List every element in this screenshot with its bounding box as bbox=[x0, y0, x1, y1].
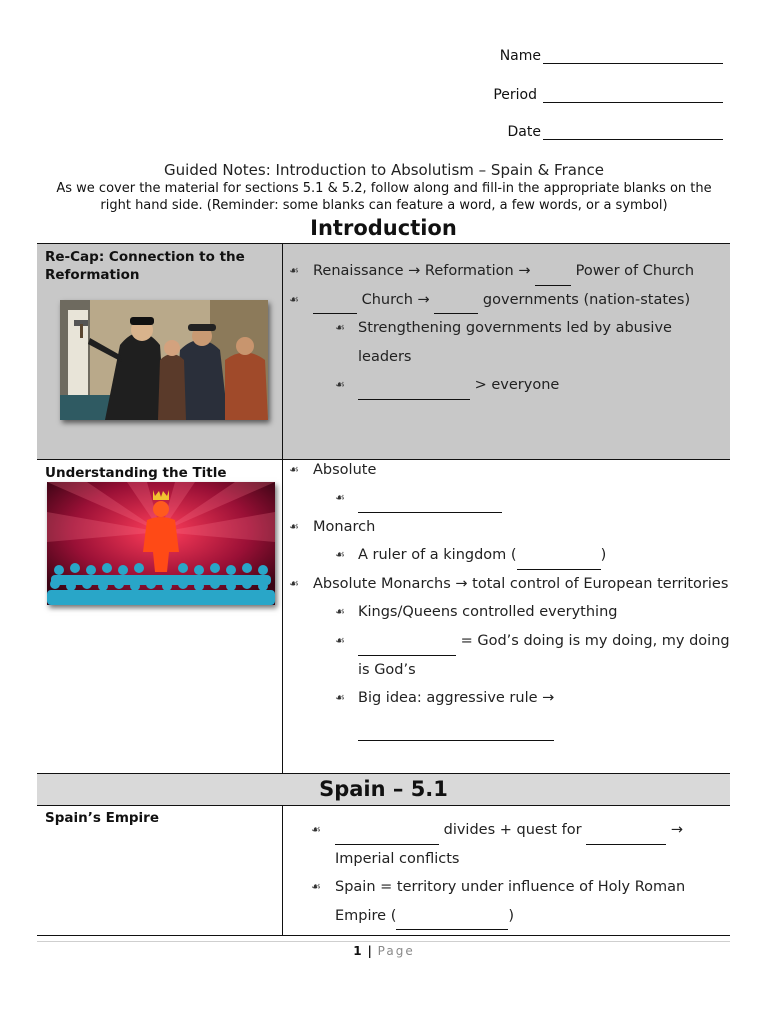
page-number: 1 bbox=[353, 944, 362, 958]
bullet-icon: ☙ bbox=[289, 264, 299, 277]
recap-label-cell bbox=[37, 244, 283, 459]
fill-blank[interactable] bbox=[358, 724, 554, 741]
page-footer bbox=[0, 944, 768, 958]
notes-table-spain bbox=[37, 805, 730, 936]
period-blank[interactable] bbox=[543, 88, 723, 103]
fill-blank[interactable] bbox=[313, 297, 357, 314]
list-item: ☙ A ruler of a kingdom ( ) bbox=[283, 541, 730, 570]
crowned-ruler-icon bbox=[47, 482, 275, 605]
page-word: Page bbox=[377, 944, 415, 958]
bullet-icon: ☙ bbox=[289, 292, 299, 306]
date-label: Date bbox=[507, 124, 541, 140]
list-item: ☙ Church → governments (nation-states) bbox=[283, 286, 730, 315]
bullet-icon: ☙ bbox=[335, 491, 345, 505]
document-title: Guided Notes: Introduction to Absolutism – Spain & France bbox=[164, 161, 604, 179]
understanding-title: Understanding the Title bbox=[45, 464, 227, 481]
name-label: Name bbox=[499, 48, 541, 64]
title-notes-cell bbox=[283, 459, 731, 773]
date-blank[interactable] bbox=[543, 125, 723, 140]
name-blank[interactable] bbox=[543, 49, 723, 64]
luther-painting-image bbox=[60, 300, 268, 420]
document-instructions: As we cover the material for sections 5.1 & 5.2, follow along and fill-in the appropriate blanks on the right hand side. (Reminder: some blanks can feature a word, a few words, or a symbol) bbox=[56, 181, 712, 213]
bullet-icon: ☙ bbox=[289, 519, 299, 533]
fill-blank[interactable] bbox=[358, 383, 470, 400]
section-heading-spain: Spain – 5.1 bbox=[319, 777, 448, 801]
title-bullet-list bbox=[283, 456, 730, 742]
list-item: ☙ Renaissance → Reformation → Power of Church bbox=[283, 257, 730, 286]
fill-blank[interactable] bbox=[535, 269, 571, 286]
fill-blank[interactable] bbox=[517, 553, 601, 570]
list-item: ☙ Monarch bbox=[283, 513, 730, 542]
spain-label-cell bbox=[37, 805, 283, 935]
table-row-spain-empire bbox=[37, 805, 730, 935]
spain-empire-title: Spain’s Empire bbox=[45, 810, 159, 826]
table-row-understanding-title bbox=[37, 459, 730, 773]
bullet-icon: ☙ bbox=[311, 823, 321, 836]
recap-bullet-list bbox=[283, 257, 730, 400]
recap-title: Re-Cap: Connection to the Reformation bbox=[45, 249, 245, 283]
bullet-icon: ☙ bbox=[289, 462, 299, 476]
bullet-icon: ☙ bbox=[311, 880, 321, 894]
fill-blank[interactable] bbox=[358, 496, 502, 513]
bullet-icon: ☙ bbox=[335, 548, 345, 562]
list-item: ☙ Absolute Monarchs → total control of European territories bbox=[283, 570, 730, 599]
bullet-icon: ☙ bbox=[335, 321, 345, 335]
list-item: ☙ Kings/Queens controlled everything bbox=[283, 598, 730, 627]
bullet-icon: ☙ bbox=[335, 634, 345, 648]
period-label: Period bbox=[493, 87, 537, 103]
fill-blank[interactable] bbox=[434, 297, 478, 314]
title-label-cell bbox=[37, 459, 283, 773]
fill-blank[interactable] bbox=[358, 639, 456, 656]
recap-notes-cell bbox=[283, 244, 731, 459]
painting-icon bbox=[60, 300, 268, 420]
name-field[interactable] bbox=[500, 48, 723, 64]
date-field[interactable] bbox=[508, 124, 723, 140]
bullet-icon: ☙ bbox=[289, 576, 299, 590]
list-item: ☙ Big idea: aggressive rule → bbox=[283, 684, 730, 741]
notes-table-introduction bbox=[37, 244, 730, 773]
bullet-icon: ☙ bbox=[335, 378, 345, 392]
list-item: ☙ divides + quest for → Imperial conflicts bbox=[283, 816, 730, 873]
spain-notes-cell bbox=[283, 805, 731, 935]
list-item: ☙ Spain = territory under influence of Holy Roman Empire ( ) bbox=[283, 873, 730, 930]
table-row-recap bbox=[37, 244, 730, 459]
bullet-icon: ☙ bbox=[335, 605, 345, 619]
list-item: ☙ = God’s doing is my doing, my doing is God’s bbox=[283, 627, 730, 684]
fill-blank[interactable] bbox=[396, 913, 508, 930]
page-separator: | bbox=[367, 944, 372, 958]
list-item bbox=[283, 484, 730, 513]
list-item: ☙ > everyone bbox=[283, 371, 730, 400]
fill-blank[interactable] bbox=[586, 828, 666, 845]
fill-blank[interactable] bbox=[335, 828, 439, 845]
bullet-icon: ☙ bbox=[335, 691, 345, 705]
list-item: ☙ Strengthening governments led by abusive leaders bbox=[283, 314, 730, 371]
list-item: ☙ Absolute bbox=[283, 456, 730, 485]
footer-rule bbox=[37, 941, 730, 942]
section-heading-introduction: Introduction bbox=[310, 216, 457, 240]
monarch-crowd-image bbox=[47, 482, 275, 605]
period-field[interactable] bbox=[493, 87, 723, 103]
spain-bullet-list bbox=[283, 816, 730, 930]
